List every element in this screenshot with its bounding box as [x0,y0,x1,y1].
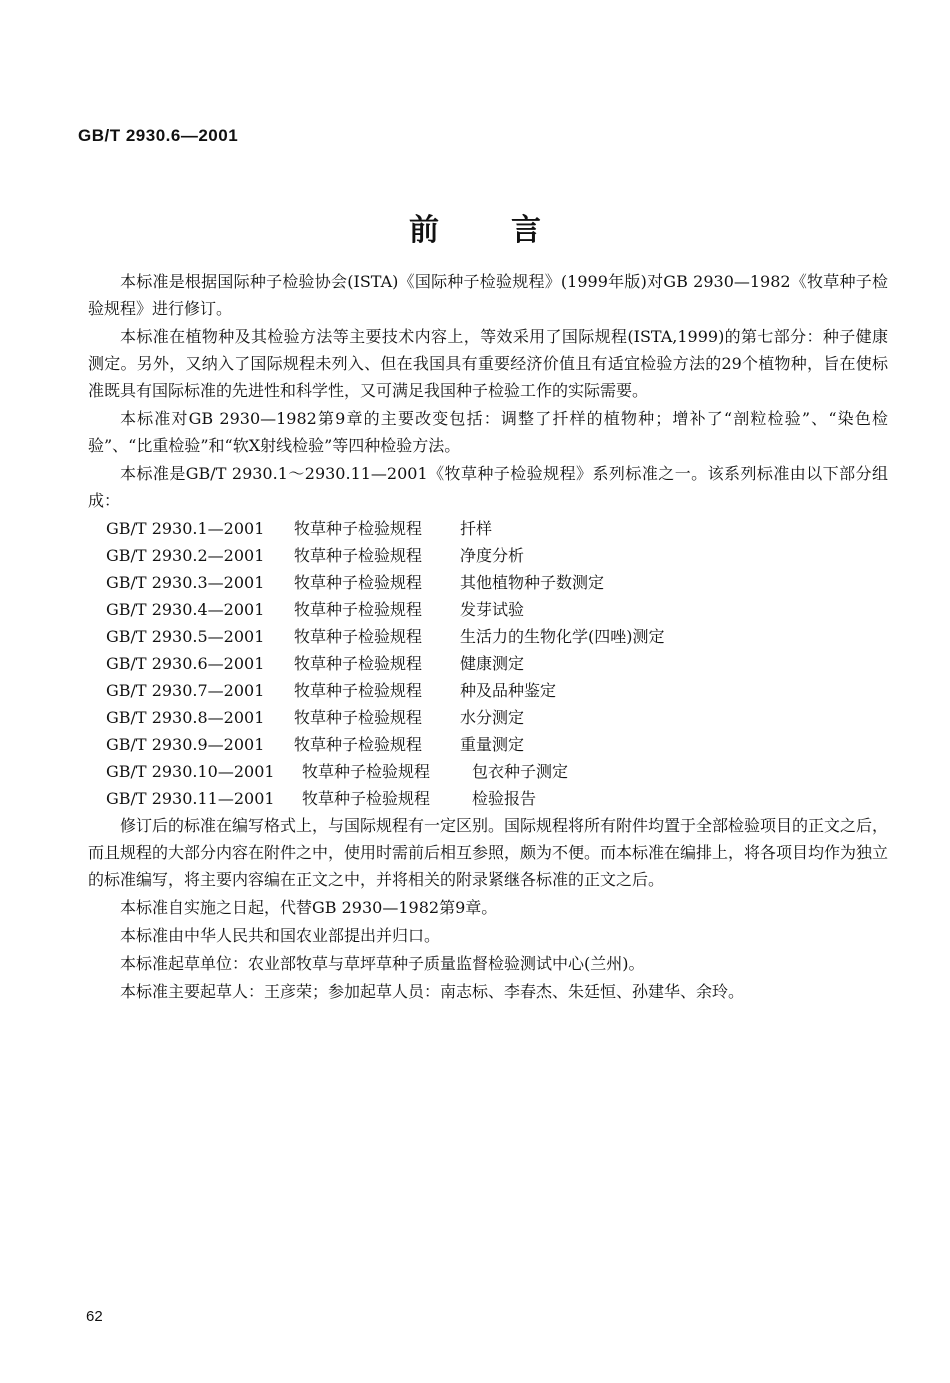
paragraph: 本标准主要起草人：王彦荣；参加起草人员：南志标、李春杰、朱廷恒、孙建华、余玲。 [120,982,745,1001]
part-name: 种及品种鉴定 [460,681,557,700]
series-name: 牧草种子检验规程 [294,627,423,646]
list-item [88,596,888,623]
paragraph: 本标准是根据国际种子检验协会(ISTA)《国际种子检验规程》(1999年版)对GB 2930—1982《牧草种子检验规程》进行修订。 [88,272,888,318]
standard-code: GB/T 2930.1—2001 [106,519,265,538]
document-body [88,268,888,1006]
list-item [88,731,888,758]
series-name: 牧草种子检验规程 [302,789,431,808]
list-item [88,785,888,812]
series-name: 牧草种子检验规程 [302,762,431,781]
part-name: 扦样 [460,519,493,538]
series-name: 牧草种子检验规程 [294,519,423,538]
standard-code: GB/T 2930.3—2001 [106,573,265,592]
list-item [88,515,888,542]
paragraph: 本标准在植物种及其检验方法等主要技术内容上，等效采用了国际规程(ISTA,1999)的第七部分：种子健康测定。另外，又纳入了国际规程未列入、但在我国具有重要经济价值且有适宜检验方法的29个植物种，旨在使标准既具有国际标准的先进性和科学性，又可满足我国种子检验工作的实际需要。 [88,327,888,400]
list-item [88,650,888,677]
standard-code: GB/T 2930.4—2001 [106,600,265,619]
standard-id-header: GB/T 2930.6—2001 [78,126,239,145]
part-name: 生活力的生物化学(四唑)测定 [460,627,665,646]
series-name: 牧草种子检验规程 [294,735,423,754]
series-name: 牧草种子检验规程 [294,654,423,673]
series-list [88,515,888,812]
paragraph: 本标准起草单位：农业部牧草与草坪草种子质量监督检验测试中心(兰州)。 [120,954,645,973]
paragraph: 本标准自实施之日起，代替GB 2930—1982第9章。 [120,898,498,917]
part-name: 其他植物种子数测定 [460,573,605,592]
standard-code: GB/T 2930.2—2001 [106,546,265,565]
list-item [88,704,888,731]
part-name: 净度分析 [460,546,525,565]
standard-code: GB/T 2930.11—2001 [106,789,275,808]
part-name: 重量测定 [460,735,525,754]
standard-code: GB/T 2930.5—2001 [106,627,265,646]
standard-code: GB/T 2930.6—2001 [106,654,265,673]
series-name: 牧草种子检验规程 [294,600,423,619]
list-item [88,758,888,785]
paragraph: 修订后的标准在编写格式上，与国际规程有一定区别。国际规程将所有附件均置于全部检验项目的正文之后，而且规程的大部分内容在附件之中，使用时需前后相互参照，颇为不便。而本标准在编排上，将各项目均作为独立的标准编写，将主要内容编在正文之中，并将相关的附录紧继各标准的正文之后。 [88,816,889,889]
standard-code: GB/T 2930.9—2001 [106,735,265,754]
paragraph: 本标准由中华人民共和国农业部提出并归口。 [120,926,441,945]
part-name: 检验报告 [472,789,537,808]
standard-code: GB/T 2930.7—2001 [106,681,265,700]
list-item [88,569,888,596]
paragraph: 本标准是GB/T 2930.1～2930.11—2001《牧草种子检验规程》系列标准之一。该系列标准由以下部分组成： [88,464,888,510]
series-name: 牧草种子检验规程 [294,546,423,565]
part-name: 水分测定 [460,708,525,727]
series-name: 牧草种子检验规程 [294,681,423,700]
series-name: 牧草种子检验规程 [294,573,423,592]
list-item [88,677,888,704]
series-name: 牧草种子检验规程 [294,708,423,727]
part-name: 包衣种子测定 [472,762,569,781]
part-name: 发芽试验 [460,600,525,619]
paragraph: 本标准对GB 2930—1982第9章的主要改变包括：调整了扦样的植物种；增补了“剖粒检验”、“染色检验”、“比重检验”和“软X射线检验”等四种检验方法。 [88,409,888,455]
standard-code: GB/T 2930.10—2001 [106,762,275,781]
standard-code: GB/T 2930.8—2001 [106,708,265,727]
part-name: 健康测定 [460,654,525,673]
page-number: 62 [86,1308,103,1325]
list-item [88,623,888,650]
page-title: 前言 [409,213,613,248]
list-item [88,542,888,569]
